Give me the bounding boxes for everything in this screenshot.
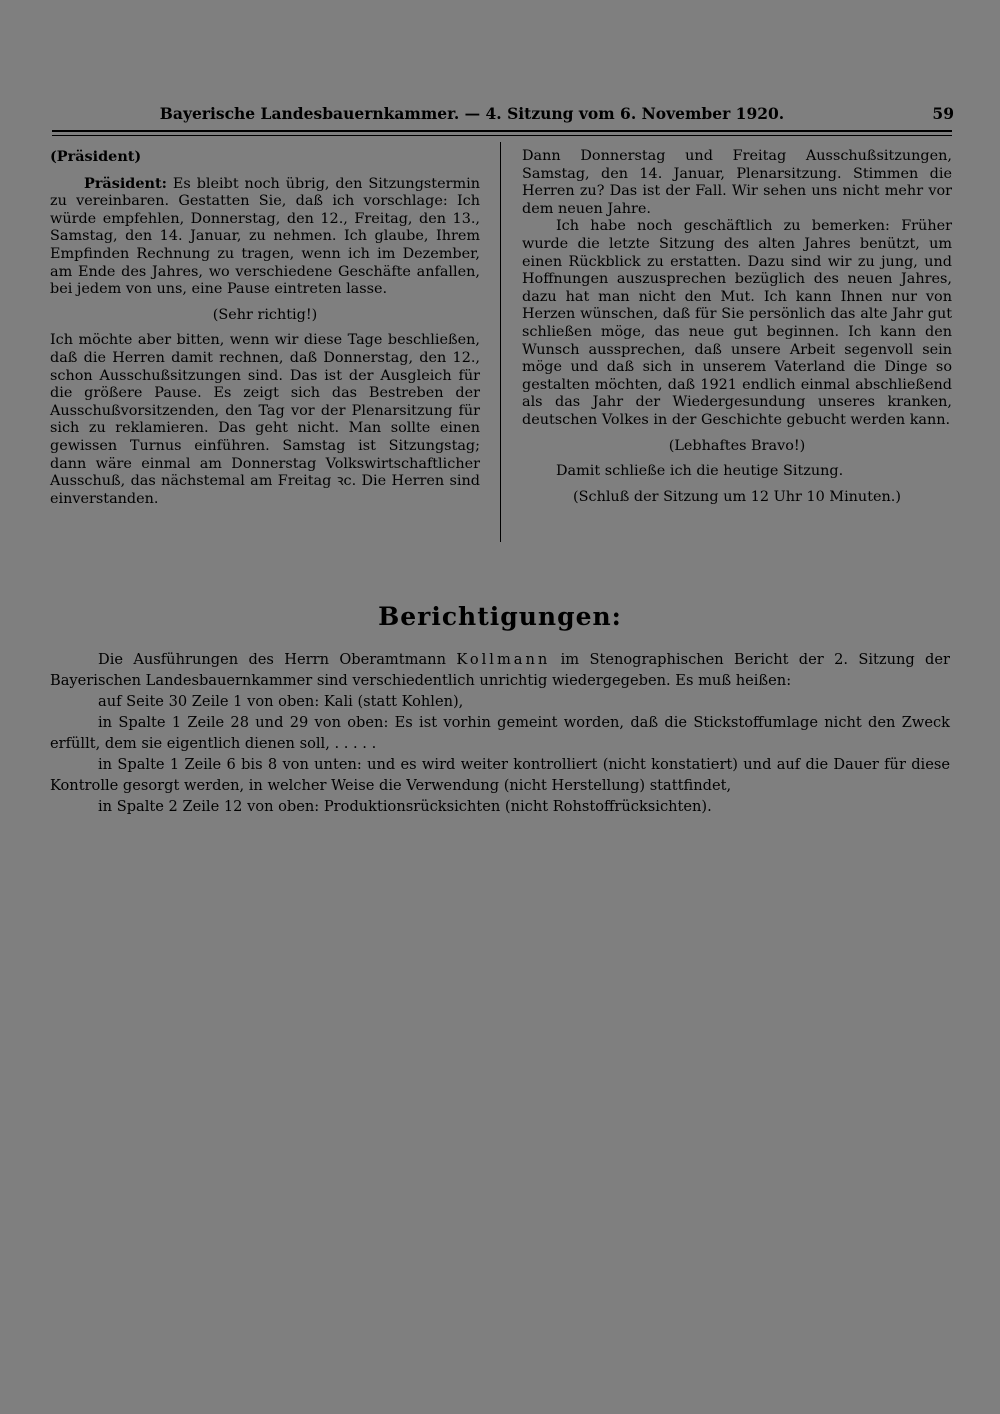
left-paragraph-1-text: Es bleibt noch übrig, den Sitzungstermin zu vereinbaren. Gestatten Sie, daß ich vorschlage: Ich würde empfehlen, Donnerstag, den 12., Freitag, den 13., Samstag, den 14. Januar, zu nehmen. Ich glaube, Ihrem Empfinden Rechnung zu tragen, wenn ich im Dezember, am Ende des Jahres, wo verschiedene Geschäfte anfallen, bei jedem von uns, eine Pause eintreten lasse. xyxy=(50,175,480,298)
session-end-note: (Schluß der Sitzung um 12 Uhr 10 Minuten.) xyxy=(573,488,901,505)
applause-note: (Lebhaftes Bravo!) xyxy=(668,437,806,454)
page-number: 59 xyxy=(932,104,954,123)
corrections-heading: Berichtigungen: xyxy=(378,602,622,631)
corrections-section xyxy=(50,602,951,817)
correction-item-3: in Spalte 1 Zeile 6 bis 8 von unten: und es wird weiter kontrolliert (nicht konstatiert) und auf die Dauer für diese Kontrolle gesorgt werden, in welcher Weise die Verwendung (nicht Herstellung) stattfindet, xyxy=(50,756,950,794)
header-rule-top xyxy=(52,130,952,132)
column-divider xyxy=(500,142,501,542)
speaker-tag: (Präsident) xyxy=(50,148,142,165)
right-column xyxy=(522,148,952,506)
correction-item-2: in Spalte 1 Zeile 28 und 29 von oben: Es ist vorhin gemeint worden, daß die Stickstoffumlage nicht den Zweck erfüllt, dem sie eigentlich dienen soll, . . . . . xyxy=(50,714,950,752)
right-paragraph-1: Dann Donnerstag und Freitag Ausschußsitzungen, Samstag, den 14. Januar, Plenarsitzung. Stimmen die Herren zu? Das ist der Fall. Wir sehen uns nicht mehr vor dem neuen Jahre. xyxy=(522,148,952,217)
running-header xyxy=(50,104,954,128)
header-title: Bayerische Landesbauernkammer. — 4. Sitzung vom 6. November 1920. xyxy=(159,104,785,123)
left-paragraph-1 xyxy=(50,175,480,299)
left-column xyxy=(50,148,480,508)
right-paragraph-2: Ich habe noch geschäftlich zu bemerken: Früher wurde die letzte Sitzung des alten Jahres benützt, um einen Rückblick zu erstatten. Dazu sind wir zu jung, und Hoffnungen auszusprechen bezüglich des neuen Jahres, dazu hat man nicht den Mut. Ich kann Ihnen nur von Herzen wünschen, daß für Sie persönlich das alte Jahr gut schließen möge, das neue gut beginnen. Ich kann den Wunsch aussprechen, daß unsere Arbeit segenvoll sein möge und daß sich in unserem Vaterland die Dinge so gestalten möchten, daß 1921 endlich einmal abschließend als das Jahr der Wiedergesundung unseres kranken, deutschen Volkes in der Geschichte gebucht werden kann. xyxy=(522,218,952,428)
closing-statement: Damit schließe ich die heutige Sitzung. xyxy=(556,463,844,480)
corrections-intro-start: Die Ausführungen des Herrn Oberamtmann xyxy=(98,651,446,668)
corrections-intro-end: im Stenographischen Bericht der 2. Sitzung der Bayerischen Landesbauernkammer sind verschiedentlich unrichtig wiedergegeben. Es muß heißen: xyxy=(50,651,951,689)
left-paragraph-2: Ich möchte aber bitten, wenn wir diese Tage beschließen, daß die Herren damit rechnen, daß Donnerstag, den 12., schon Ausschußsitzungen sind. Das ist der Ausgleich für die größere Pause. Es zeigt sich das Bestreben der Ausschußvorsitzenden, den Tag vor der Plenarsitzung für sich zu reklamieren. Das geht nicht. Man sollte einen gewissen Turnus einführen. Samstag ist Sitzungstag; dann wäre einmal am Donnerstag Volkswirtschaftlicher Ausschuß, das nächstemal am Freitag ꝛc. Die Herren sind einverstanden. xyxy=(50,332,480,507)
header-rule-bottom xyxy=(52,135,952,136)
speaker-name: Präsident: xyxy=(84,174,167,192)
interjection: (Sehr richtig!) xyxy=(212,306,318,323)
corrections-intro-name: Kollmann xyxy=(456,651,551,668)
correction-item-4: in Spalte 2 Zeile 12 von oben: Produktionsrücksichten (nicht Rohstoffrücksichten). xyxy=(98,798,712,815)
corrections-intro xyxy=(50,649,950,691)
correction-item-1: auf Seite 30 Zeile 1 von oben: Kali (statt Kohlen), xyxy=(98,693,464,710)
